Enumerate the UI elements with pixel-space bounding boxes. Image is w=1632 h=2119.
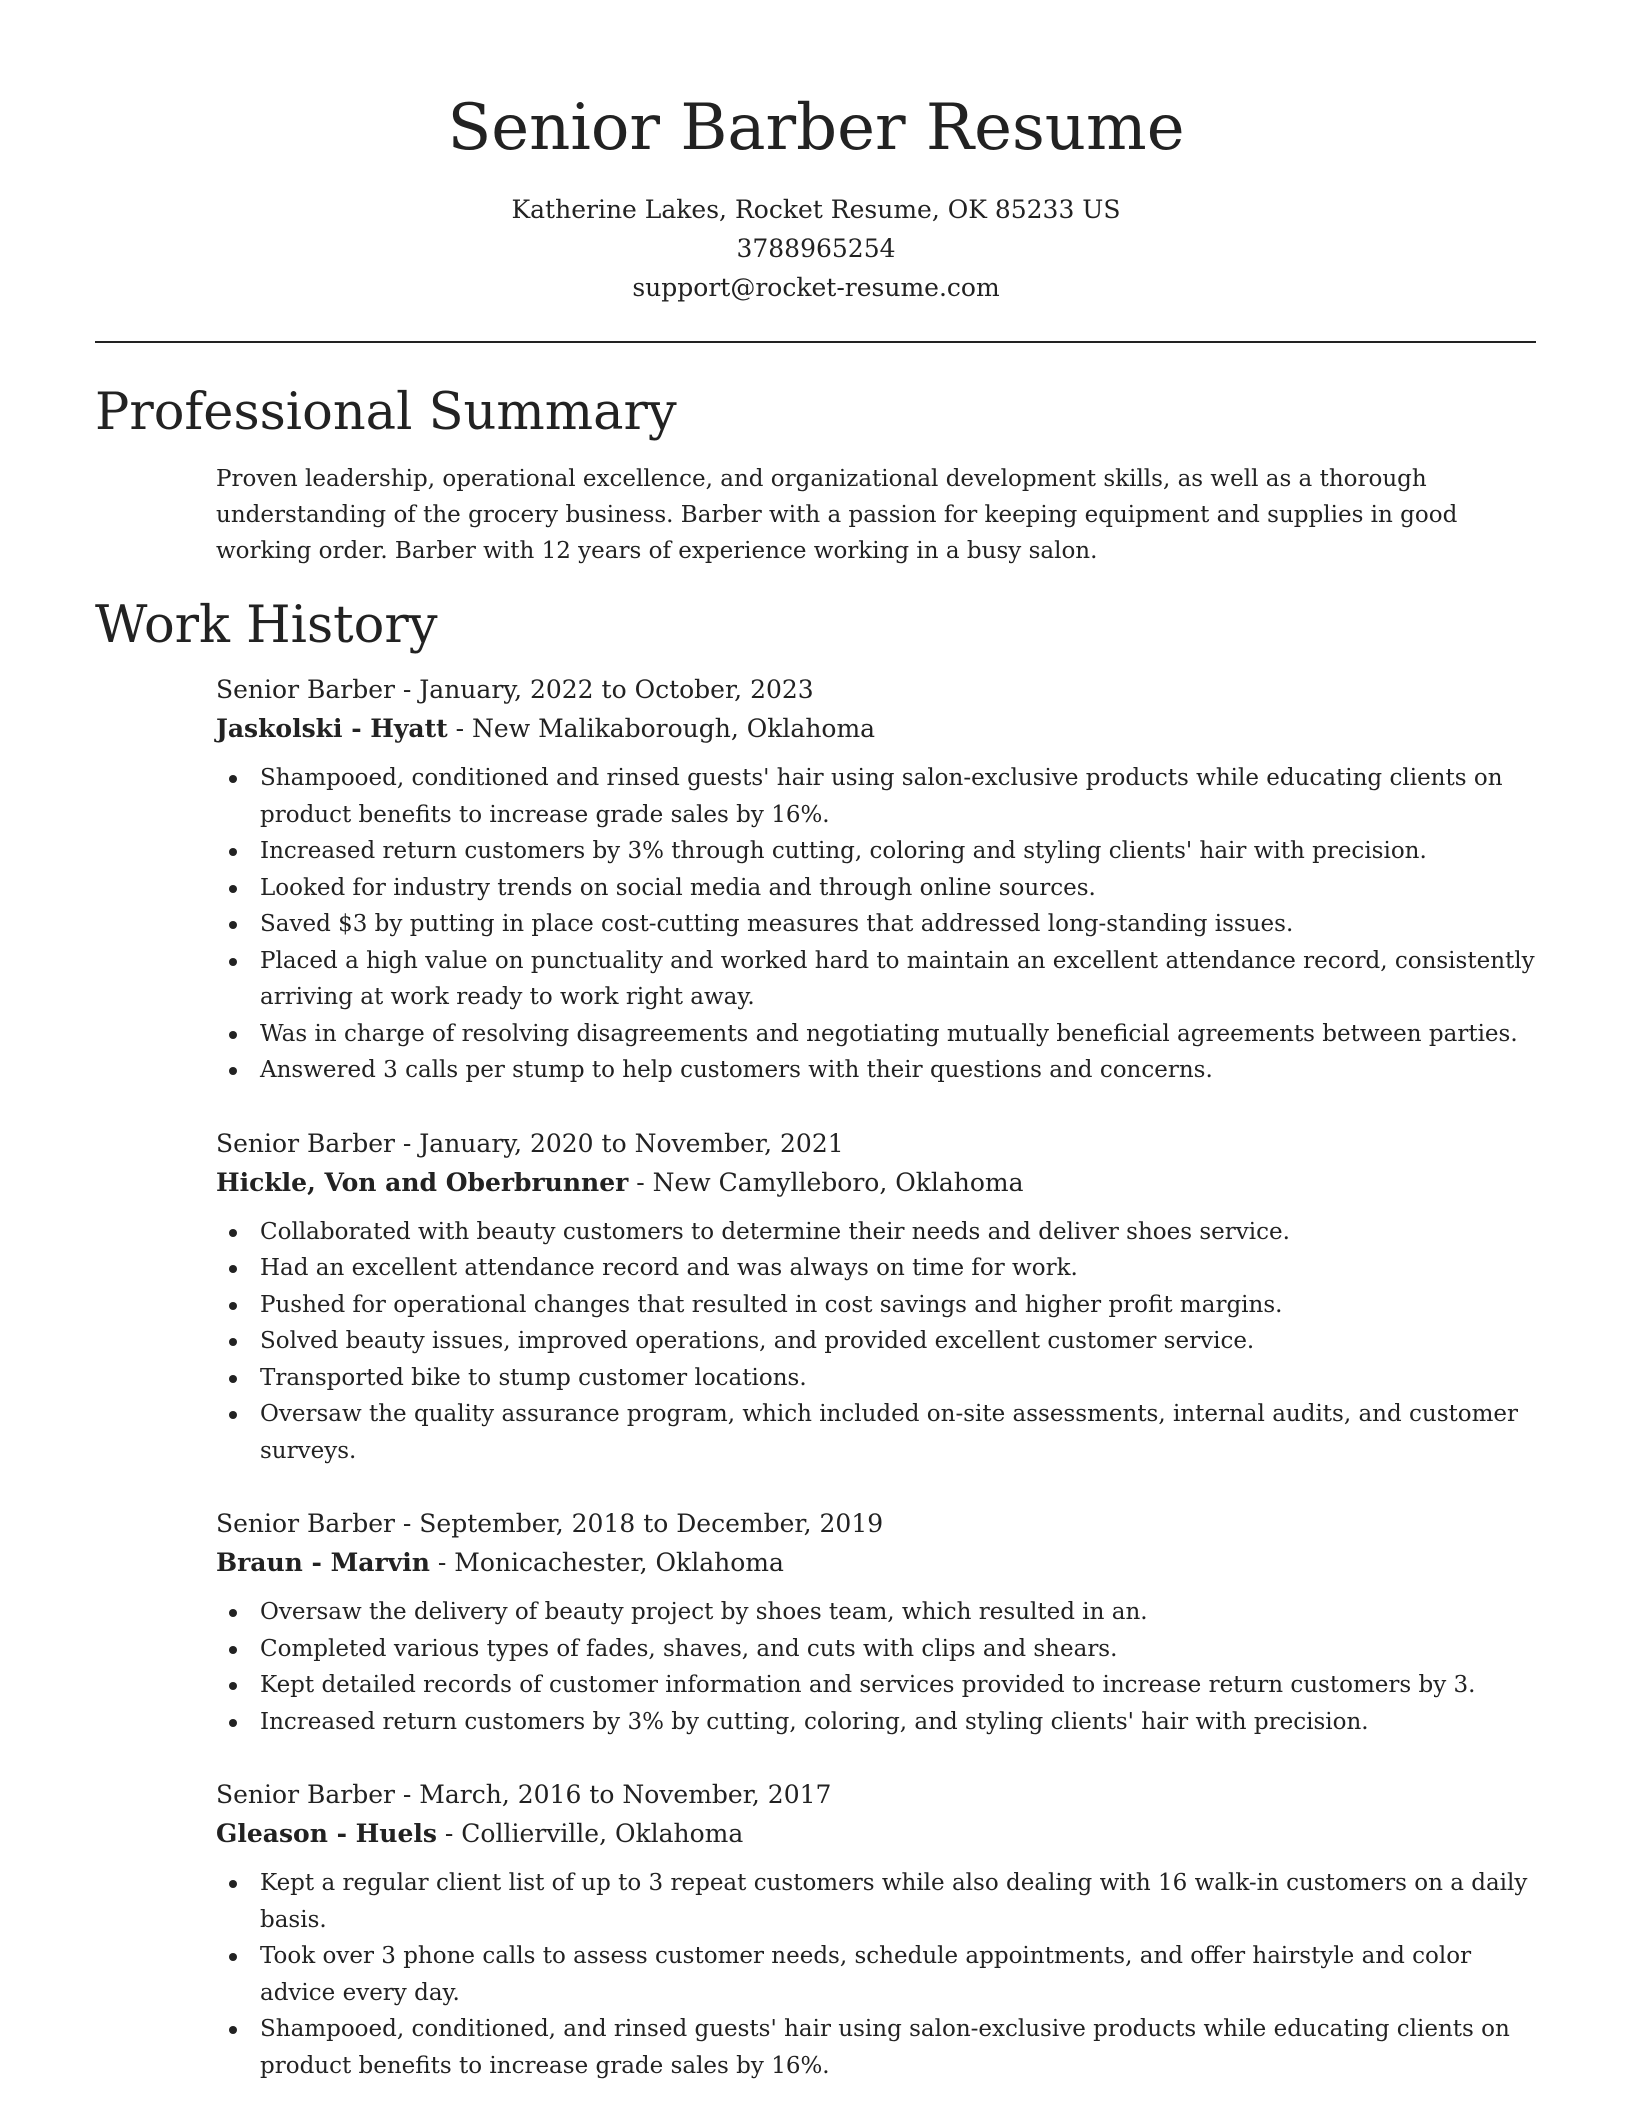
job-bullet: Kept a regular client list of up to 3 repeat customers while also dealing with 16 walk-in customers on a daily basis. — [260, 1865, 1536, 1938]
job-bullet: Took over 3 phone calls to assess customer needs, schedule appointments, and offer hairstyle and color advice every day. — [260, 1938, 1536, 2011]
job-bullet: Shampooed, conditioned, and rinsed guests' hair using salon-exclusive products while educating clients on product benefits to increase grade sales by 16%. — [260, 2011, 1536, 2084]
job-bullets — [216, 760, 1536, 1089]
work-history-heading: Work History — [95, 596, 438, 655]
job-company: Gleason - Huels — [216, 1819, 437, 1848]
job-bullet: Increased return customers by 3% through cutting, coloring and styling clients' hair with precision. — [260, 833, 1536, 870]
job-bullet: Answered 3 calls per stump to help customers with their questions and concerns. — [260, 1052, 1536, 1089]
resume-title: Senior Barber Resume — [447, 91, 1185, 165]
job-entry — [216, 1504, 1536, 1740]
job-bullet: Oversaw the delivery of beauty project by shoes team, which resulted in an. — [260, 1594, 1536, 1631]
summary-text: Proven leadership, operational excellence, and organizational development skills, as well as a thorough understanding of the grocery business. Barber with a passion for keeping equipment and supplies in good working order. Barber with 12 years of experience working in a busy salon. — [216, 466, 1458, 564]
job-bullet: Completed various types of fades, shaves, and cuts with clips and shears. — [260, 1631, 1536, 1668]
job-title-line: Senior Barber - January, 2020 to November, 2021 — [216, 1128, 844, 1158]
job-bullet: Pushed for operational changes that resulted in cost savings and higher profit margins. — [260, 1287, 1536, 1324]
job-location: - New Malikaborough, Oklahoma — [447, 714, 876, 743]
contact-address: Katherine Lakes, Rocket Resume, OK 85233 US — [511, 195, 1121, 224]
job-company-line — [216, 1814, 1536, 1853]
job-bullet: Transported bike to stump customer locations. — [260, 1360, 1536, 1397]
job-bullet: Was in charge of resolving disagreements and negotiating mutually beneficial agreements between parties. — [260, 1016, 1536, 1053]
job-company-line — [216, 1163, 1536, 1202]
job-location: - Monicachester, Oklahoma — [429, 1548, 784, 1577]
job-entry — [216, 1775, 1536, 2084]
job-company-line — [216, 1543, 1536, 1582]
contact-email: support@rocket-resume.com — [632, 273, 1000, 302]
job-bullets — [216, 1594, 1536, 1740]
job-bullet: Solved beauty issues, improved operations, and provided excellent customer service. — [260, 1323, 1536, 1360]
work-history-list — [216, 670, 1536, 2119]
job-bullet: Looked for industry trends on social media and through online sources. — [260, 870, 1536, 907]
job-company: Braun - Marvin — [216, 1548, 430, 1577]
job-location: - Collierville, Oklahoma — [436, 1819, 744, 1848]
job-bullet: Kept detailed records of customer information and services provided to increase return customers by 3. — [260, 1667, 1536, 1704]
job-location: - New Camylleboro, Oklahoma — [628, 1167, 1024, 1197]
job-company: Hickle, Von and Oberbrunner — [216, 1167, 629, 1197]
job-title-line: Senior Barber - January, 2022 to October, 2023 — [216, 675, 814, 704]
job-bullet: Oversaw the quality assurance program, which included on-site assessments, internal audits, and customer surveys. — [260, 1396, 1536, 1469]
job-title-line: Senior Barber - March, 2016 to November, 2017 — [216, 1780, 832, 1809]
job-bullets — [216, 1865, 1536, 2084]
job-title-line: Senior Barber - September, 2018 to December, 2019 — [216, 1509, 884, 1538]
header-divider — [95, 341, 1536, 343]
job-bullet: Placed a high value on punctuality and worked hard to maintain an excellent attendance record, consistently arriving at work ready to work right away. — [260, 943, 1536, 1016]
job-bullet: Had an excellent attendance record and was always on time for work. — [260, 1250, 1536, 1287]
job-company: Jaskolski - Hyatt — [216, 714, 448, 743]
job-entry — [216, 1124, 1536, 1470]
contact-block — [0, 190, 1632, 307]
job-bullet: Increased return customers by 3% by cutting, coloring, and styling clients' hair with precision. — [260, 1704, 1536, 1741]
job-bullet: Saved $3 by putting in place cost-cutting measures that addressed long-standing issues. — [260, 906, 1536, 943]
summary-heading: Professional Summary — [95, 383, 677, 442]
job-entry — [216, 670, 1536, 1089]
contact-phone: 3788965254 — [736, 234, 896, 263]
job-bullet: Shampooed, conditioned and rinsed guests' hair using salon-exclusive products while educating clients on product benefits to increase grade sales by 16%. — [260, 760, 1536, 833]
job-bullet: Collaborated with beauty customers to determine their needs and deliver shoes service. — [260, 1214, 1536, 1251]
job-bullets — [216, 1214, 1536, 1470]
job-company-line — [216, 709, 1536, 748]
